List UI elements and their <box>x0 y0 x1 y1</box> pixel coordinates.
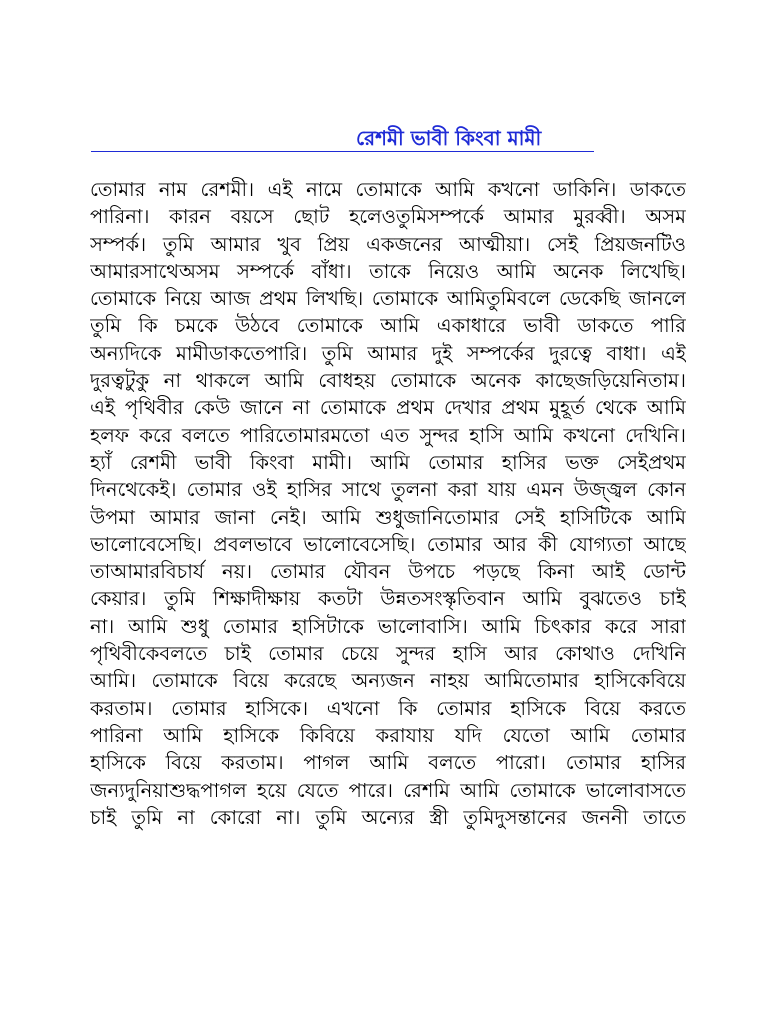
text-line: দুরত্বটুকু না থাকলে আমি বোধহয় তোমাকে অনেক কাছেজড়িয়েনিতাম। <box>90 369 686 393</box>
text-line: তুমি কি চমকে উঠবে তোমাকে আমি একাধারে ভাবী ডাকতে পারি <box>90 314 686 338</box>
text-line: জন্যদুনিয়াশুদ্ধপাগল হয়ে যেতে পারে। রেশমি আমি তোমাকে ভালোবাসতে <box>90 778 686 802</box>
text-line: পারিনা আমি হাসিকে কিবিয়ে করাযায় যদি যেতো আমি তোমার <box>90 723 686 747</box>
document-title: রেশমী ভাবী কিংবা মামী <box>356 126 542 150</box>
text-line: তাআমারবিচার্য নয়। তোমার যৌবন উপচে পড়ছে কিনা আই ডোন্ট <box>90 560 686 584</box>
text-line: অন্যদিকে মামীডাকতেপারি। তুমি আমার দুই সম্পর্কের দুরত্বে বাধা। এই <box>90 341 686 365</box>
text-line: চাই তুমি না কোরো না। তুমি অন্যের স্ত্রী তুমিদুসন্তানের জননী তাতে <box>90 805 686 829</box>
text-line: উপমা আমার জানা নেই। আমি শুধুজানিতোমার সেই হাসিটিকে আমি <box>90 505 686 529</box>
text-line: করতাম। তোমার হাসিকে। এখনো কি তোমার হাসিকে বিয়ে করতে <box>90 696 686 720</box>
title-underline <box>91 151 594 152</box>
text-line: না। আমি শুধু তোমার হাসিটাকে ভালোবাসি। আমি চিৎকার করে সারা <box>90 614 686 638</box>
text-line: পৃথিবীকেবলতে চাই তোমার চেয়ে সুন্দর হাসি আর কোথাও দেখিনি <box>90 642 686 666</box>
text-line: সম্পর্ক। তুমি আমার খুব প্রিয় একজনের আত্মীয়া। সেই প্রিয়জনটিও <box>90 232 686 256</box>
text-line: আমি। তোমাকে বিয়ে করেছে অন্যজন নাহয় আমিতোমার হাসিকেবিয়ে <box>90 669 686 693</box>
text-line: হ্যাঁ রেশমী ভাবী কিংবা মামী। আমি তোমার হাসির ভক্ত সেইপ্রথম <box>90 450 686 474</box>
text-line: এই পৃথিবীর কেউ জানে না তোমাকে প্রথম দেখার প্রথম মুহূর্ত থেকে আমি <box>90 396 686 420</box>
text-line: পারিনা। কারন বয়সে ছোট হলেওতুমিসম্পর্কে আমার মুরব্বী। অসম <box>90 205 686 229</box>
document-body <box>90 176 686 831</box>
text-line: হলফ করে বলতে পারিতোমারমতো এত সুন্দর হাসি আমি কখনো দেখিনি। <box>90 423 686 447</box>
text-line: কেয়ার। তুমি শিক্ষাদীক্ষায় কতটা উন্নতসংস্কৃতিবান আমি বুঝতেও চাই <box>90 587 686 611</box>
text-line: তোমাকে নিয়ে আজ প্রথম লিখছি। তোমাকে আমিতুমিবলে ডেকেছি জানলে <box>90 287 686 311</box>
text-line: দিনথেকেই। তোমার ওই হাসির সাথে তুলনা করা যায় এমন উজ্জ্বল কোন <box>90 478 686 502</box>
text-line: আমারসাথেঅসম সম্পর্কে বাঁধা। তাকে নিয়েও আমি অনেক লিখেছি। <box>90 259 686 283</box>
text-line: ভালোবেসেছি। প্রবলভাবে ভালোবেসেছি। তোমার আর কী যোগ্যতা আছে <box>90 532 686 556</box>
text-line: হাসিকে বিয়ে করতাম। পাগল আমি বলতে পারো। তোমার হাসির <box>90 751 686 775</box>
text-line: তোমার নাম রেশমী। এই নামে তোমাকে আমি কখনো ডাকিনি। ডাকতে <box>90 178 686 201</box>
